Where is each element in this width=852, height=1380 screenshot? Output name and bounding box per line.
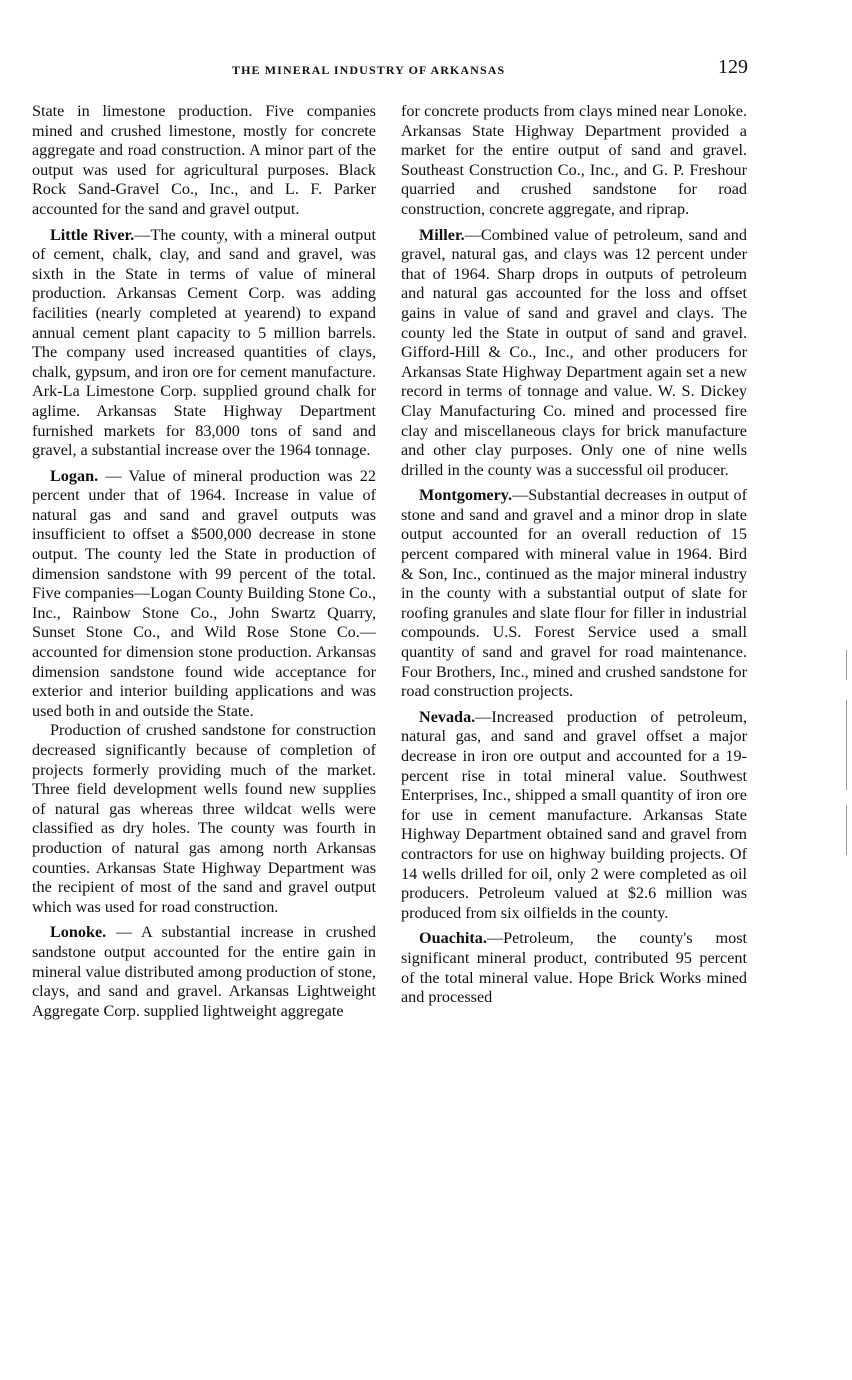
county-heading-montgomery: Montgomery. bbox=[419, 486, 513, 505]
lonoke-text: — A substantial increase in crushed sandstone output accounted for the entire gain in mineral value distributed among production of stone, clays, and sand and gravel. Arkansas Lightweight Aggregate Corp. supplied lightweight aggregate bbox=[32, 923, 376, 1020]
paragraph-logan-continued: Production of crushed sandstone for construction decreased significantly because of completion of projects formerly providing much of the market. Three field development wells found new supplies of natural gas whereas three wildcat wells were classified as dry holes. The county was fourth in production of natural gas among north Arkansas counties. Arkansas State Highway Department was the recipient of most of the sand and gravel output which was used for road construction. bbox=[32, 721, 376, 916]
paragraph-montgomery bbox=[401, 486, 747, 702]
paragraph-logan bbox=[32, 467, 376, 722]
right-column bbox=[401, 102, 747, 1008]
county-heading-little-river: Little River. bbox=[50, 225, 135, 244]
paragraph-miller bbox=[401, 226, 747, 481]
ouachita-text: —Petroleum, the county's most significant mineral product, contributed 95 percent of the total mineral value. Hope Brick Works mined and processed bbox=[401, 929, 747, 1007]
paragraph-continuation: State in limestone production. Five companies mined and crushed limestone, mostly for concrete aggregate and road construction. A minor part of the output was used for agricultural purposes. Black Rock Sand-Gravel Co., Inc., and L. F. Parker accounted for the sand and gravel output. bbox=[32, 102, 376, 218]
page-header bbox=[32, 58, 748, 82]
scan-margin-mark bbox=[846, 700, 847, 790]
logan-text: — Value of mineral production was 22 percent under that of 1964. Increase in value of natural gas and sand and gravel outputs was insufficient to offset a $500,000 decrease in stone output. The county led the State in production of dimension sandstone with 99 percent of the total. Five companies—Logan County Building Stone Co., Inc., Rainbow Stone Co., John Swartz Quarry, Sunset Stone Co., and Wild Rose Stone Co.—accounted for dimension stone production. Arkansas dimension sandstone found wide acceptance for exterior and interior building applications and was used both in and outside the State. bbox=[32, 466, 376, 720]
paragraph-lonoke bbox=[32, 923, 376, 1021]
county-heading-logan: Logan. bbox=[50, 466, 99, 485]
left-column bbox=[32, 102, 376, 1021]
page-number: 129 bbox=[718, 56, 748, 78]
paragraph-little-river bbox=[32, 226, 376, 461]
miller-text: —Combined value of petroleum, sand and gravel, natural gas, and clays was 12 percent under that of 1964. Sharp drops in outputs of petroleum and natural gas accounted for the loss and offset gains in value of sand and gravel and clays. The county led the State in output of sand and gravel. Gifford-Hill & Co., Inc., and other producers for Arkansas State Highway Department again set a new record in terms of tonnage and value. W. S. Dickey Clay Manufacturing Co. mined and processed fire clay and miscellaneous clays for brick manufacture and other clay purposes. Only one of nine wells drilled in the county was a successful oil producer. bbox=[401, 225, 747, 479]
scan-margin-mark bbox=[846, 805, 847, 855]
county-heading-ouachita: Ouachita. bbox=[419, 929, 487, 948]
little-river-text: —The county, with a mineral output of cement, chalk, clay, and sand and gravel, was sixth in the State in terms of value of mineral production. Arkansas Cement Corp. was adding facilities (nearly completed at yearend) to expand annual cement plant capacity to 5 million barrels. The company used increased quantities of clays, chalk, gypsum, and iron ore for cement manufacture. Ark-La Limestone Corp. supplied ground chalk for aglime. Arkansas State Highway Department furnished markets for 83,000 tons of sand and gravel, a substantial increase over the 1964 tonnage. bbox=[32, 225, 376, 460]
county-heading-nevada: Nevada. bbox=[419, 707, 476, 726]
montgomery-text: —Substantial decreases in output of stone and sand and gravel and a minor drop in slate output accounted for an overall reduction of 15 percent compared with mineral value in 1964. Bird & Son, Inc., continued as the major mineral industry in the county with a substantial output of slate for roofing granules and slate flour for filler in industrial compounds. U.S. Forest Service used a small quantity of sand and gravel for road maintenance. Four Brothers, Inc., mined and crushed sandstone for road construction projects. bbox=[401, 486, 747, 701]
paragraph-nevada bbox=[401, 708, 747, 924]
paragraph-ouachita bbox=[401, 929, 747, 1007]
county-heading-lonoke: Lonoke. bbox=[50, 923, 107, 942]
county-heading-miller: Miller. bbox=[419, 225, 465, 244]
nevada-text: —Increased production of petroleum, natural gas, and sand and gravel offset a major decrease in iron ore output and accounted for a 19-percent rise in total mineral value. Southwest Enterprises, Inc., shipped a small quantity of iron ore for use in cement manufacture. Arkansas State Highway Department obtained sand and gravel from contractors for use on highway building projects. Of 14 wells drilled for oil, only 2 were completed as oil producers. Petroleum valued at $2.6 million was produced from six oilfields in the county. bbox=[401, 707, 747, 922]
paragraph-lonoke-continued: for concrete products from clays mined near Lonoke. Arkansas State Highway Department provided a market for the entire output of sand and gravel. Southeast Construction Co., Inc., and G. P. Freshour quarried and crushed sandstone for road construction, concrete aggregate, and riprap. bbox=[401, 102, 747, 218]
scan-margin-mark bbox=[846, 650, 847, 680]
running-title: THE MINERAL INDUSTRY OF ARKANSAS bbox=[232, 63, 506, 77]
